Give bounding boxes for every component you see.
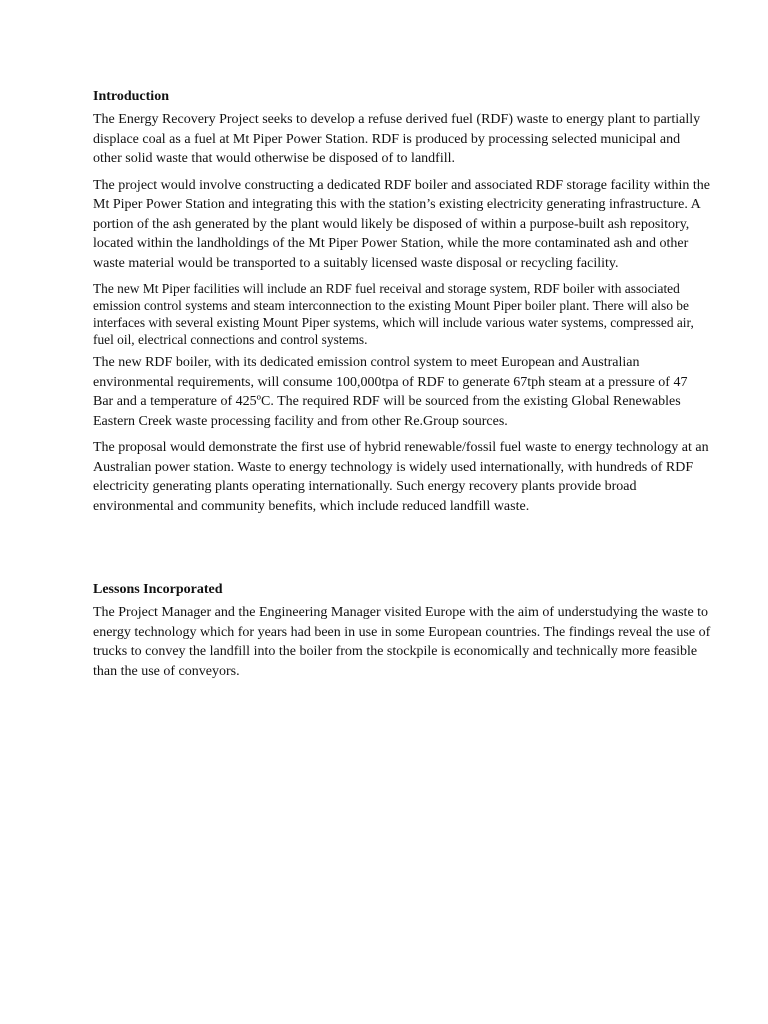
- document-page: [93, 88, 711, 688]
- intro-paragraph-2: The project would involve constructing a dedicated RDF boiler and associated RDF storage facility within the Mt Piper Power Station and integrating this with the station’s existing electricity generating infrastructure. A portion of the ash generated by the plant would likely be disposed of within a purpose-built ash repository, located within the landholdings of the Mt Piper Power Station, while the more contaminated ash and other waste material would be transported to a suitably licensed waste disposal or recycling facility.: [93, 177, 711, 271]
- intro-paragraph-3: The new Mt Piper facilities will include an RDF fuel receival and storage system, RDF boiler with associated emission control systems and steam interconnection to the existing Mount Piper boiler plant. There will also be interfaces with several existing Mount Piper systems, which will include various water systems, compressed air, fuel oil, electrical connections and control systems.: [93, 281, 694, 347]
- intro-paragraph-1: The Energy Recovery Project seeks to develop a refuse derived fuel (RDF) waste to energy plant to partially displace coal as a fuel at Mt Piper Power Station. RDF is produced by processing selected municipal and other solid waste that would otherwise be disposed of to landfill.: [93, 112, 701, 166]
- lessons-section: [93, 581, 711, 681]
- intro-paragraph-5: The proposal would demonstrate the first use of hybrid renewable/fossil fuel waste to energy technology at an Australian power station. Waste to energy technology is widely used internationally, with hundreds of RDF electricity generating plants operating internationally. Such energy recovery plants provide broad environmental and community benefits, which include reduced landfill waste.: [93, 440, 709, 514]
- section-gap: [93, 523, 711, 581]
- introduction-heading: Introduction: [93, 89, 169, 104]
- lessons-heading: Lessons Incorporated: [93, 582, 223, 597]
- intro-paragraph-4: The new RDF boiler, with its dedicated emission control system to meet European and Australian environmental requirements, will consume 100,000tpa of RDF to generate 67tph steam at a pressure of 47 Bar and a temperature of 425ºC. The required RDF will be sourced from the existing Global Renewables Eastern Creek waste processing facility and from other Re.Group sources.: [93, 355, 688, 429]
- introduction-section: [93, 88, 711, 516]
- lessons-paragraph-1: The Project Manager and the Engineering Manager visited Europe with the aim of understudying the waste to energy technology which for years had been in use in some European countries. The findings reveal the use of trucks to convey the landfill into the boiler from the stockpile is economically and technically more feasible than the use of conveyors.: [93, 605, 711, 679]
